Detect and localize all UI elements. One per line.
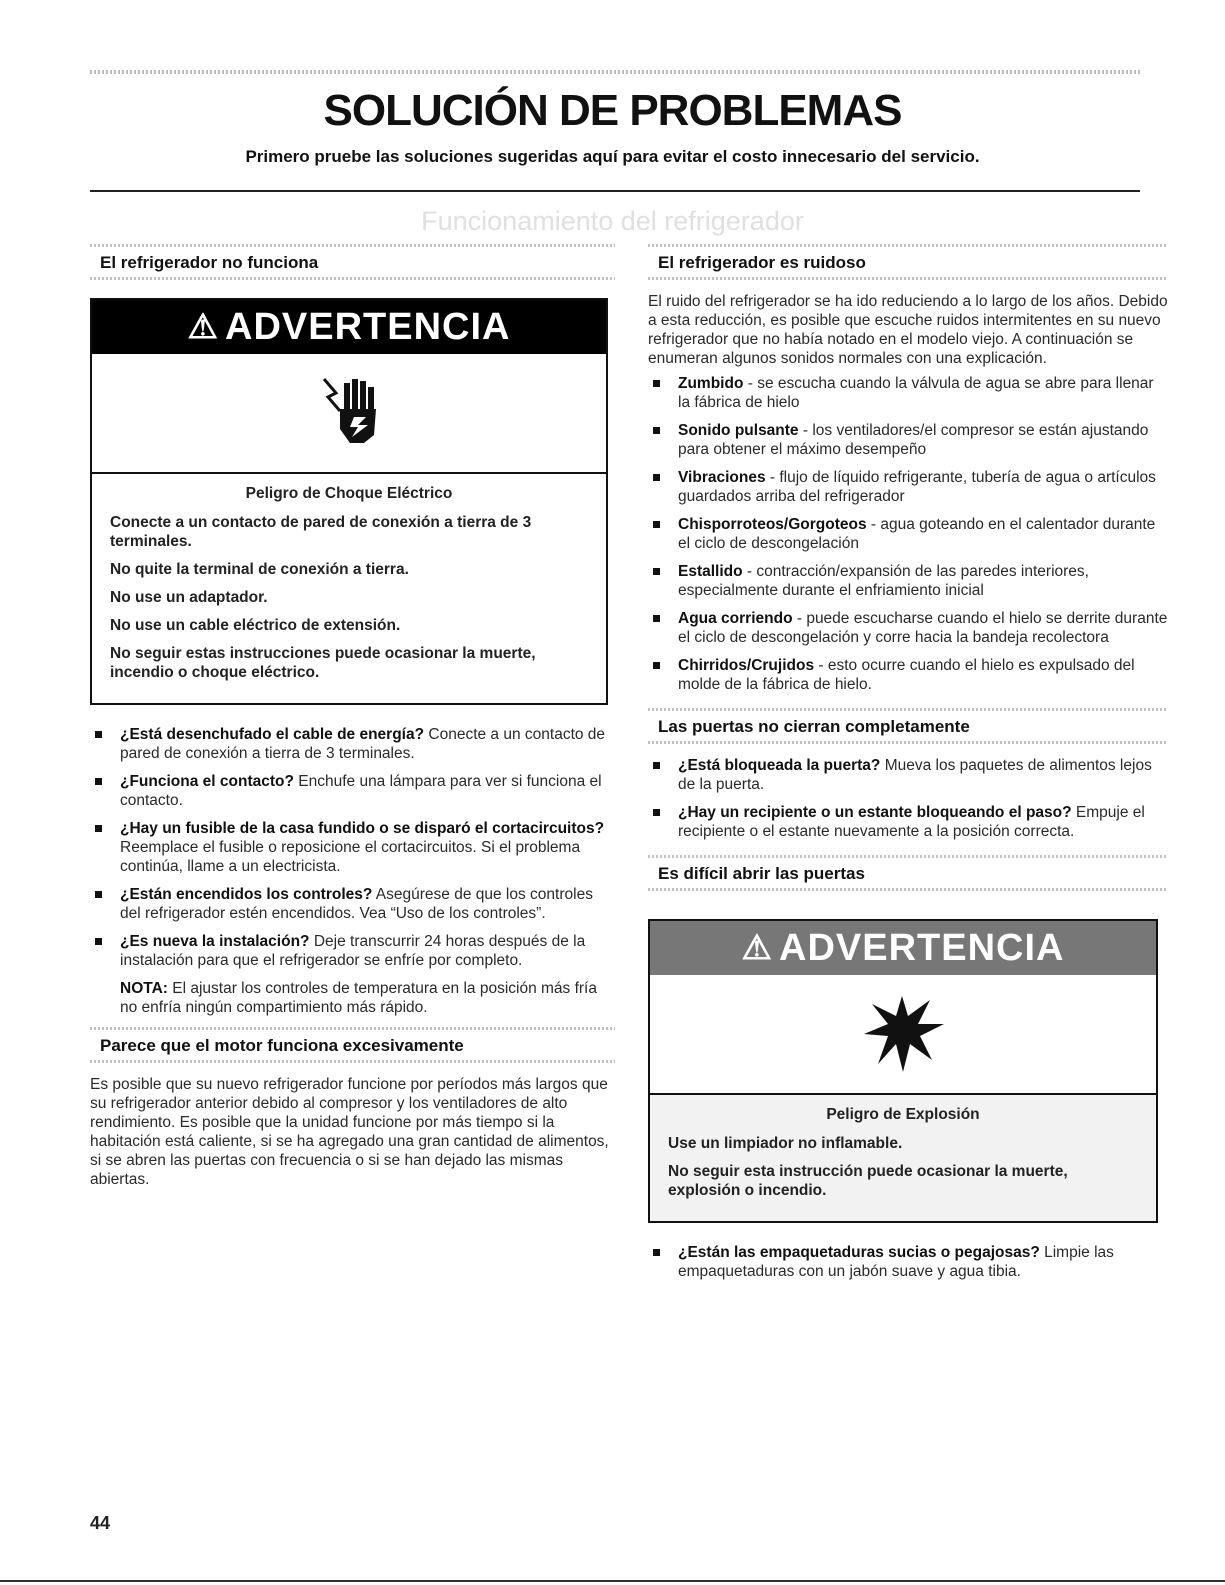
heading-text: Es difícil abrir las puertas [658,864,865,883]
electric-shock-icon [92,354,606,474]
checklist-not-working [90,725,615,1017]
warning-body [92,474,606,703]
list-item: Chirridos/Crujidos - esto ocurre cuando el hielo es expulsado del molde de la fábrica de hielo. [648,656,1168,694]
list-item: ¿Funciona el contacto? Enchufe una lámpara para ver si funciona el contacto. [90,772,615,810]
warning-line: No use un cable eléctrico de extensión. [110,617,401,634]
warning-hazard: Peligro de Choque Eléctrico [245,485,453,502]
motor-paragraph: Es posible que su nuevo refrigerador funcione por períodos más largos que su refrigerador anterior debido al compresor y los ventiladores de alto rendimiento. Es posible que la unidad funcione por más tiempo si la habitación está caliente, si se ha agregado una gran cantidad de alimentos, si se abren las puertas con frecuencia o si se han dejado las mismas abiertas. [90,1076,609,1188]
heading-text: El refrigerador es ruidoso [658,253,866,272]
warning-line: Use un limpiador no inflamable. [668,1135,903,1152]
heading-text: El refrigerador no funciona [100,253,319,272]
warning-line: No quite la terminal de conexión a tierra. [110,561,409,578]
left-column [90,244,615,1195]
warning-triangle-icon: ⚠ [741,929,773,967]
explosion-icon [650,975,1156,1095]
list-item: Agua corriendo - puede escucharse cuando el hielo se derrite durante el ciclo de descongelación y corre hacia la bandeja recolectora [648,609,1168,647]
warning-header [92,300,606,354]
sounds-list [648,374,1168,694]
warning-line: No use un adaptador. [110,589,268,606]
warning-hazard: Peligro de Explosión [826,1106,980,1123]
heading-noisy [648,244,1168,280]
warning-line: No seguir estas instrucciones puede ocasionar la muerte, incendio o choque eléctrico. [110,645,536,681]
warning-label: ADVERTENCIA [225,305,511,348]
warning-header [650,921,1156,975]
heading-not-working [90,244,615,280]
bottom-rule [0,1580,1225,1582]
list-item: ¿Hay un recipiente o un estante bloqueando el paso? Empuje el recipiente o el estante nuevamente a la posición correcta. [648,803,1168,841]
heading-text: Parece que el motor funciona excesivamente [100,1036,464,1055]
list-item: Vibraciones - flujo de líquido refrigerante, tubería de agua o artículos guardados arriba del refrigerador [648,468,1168,506]
warning-explosion [648,919,1158,1223]
warning-triangle-icon: ⚠ [187,308,219,346]
warning-body [650,1095,1156,1221]
list-item: Zumbido - se escucha cuando la válvula de agua se abre para llenar la fábrica de hielo [648,374,1168,412]
list-item: ¿Están encendidos los controles? Asegúrese de que los controles del refrigerador estén encendidos. Vea “Uso de los controles”. [90,885,615,923]
heading-doors-not-closing [648,708,1168,744]
list-item: ¿Es nueva la instalación? Deje transcurrir 24 horas después de la instalación para que el refrigerador se enfríe por completo. NOTA: El ajustar los controles de temperatura en la posición más fría no enfría ningún compartimiento más rápido. [90,932,615,1017]
page-title: SOLUCIÓN DE PROBLEMAS [323,86,902,135]
warning-line: Conecte a un contacto de pared de conexión a tierra de 3 terminales. [110,514,532,550]
section-title: Funcionamiento del refrigerador [421,206,804,236]
warning-label: ADVERTENCIA [779,926,1065,969]
header-rule [90,190,1140,192]
list-item: ¿Están las empaquetaduras sucias o pegajosas? Limpie las empaquetaduras con un jabón suave y agua tibia. [648,1243,1168,1281]
heading-motor [90,1027,615,1063]
page-subtitle: Primero pruebe las soluciones sugeridas aquí para evitar el costo innecesario del servicio. [245,147,980,166]
list-item: Chisporroteos/Gorgoteos - agua goteando en el calentador durante el ciclo de descongelación [648,515,1168,553]
list-item: Sonido pulsante - los ventiladores/el compresor se están ajustando para obtener el máximo desempeño [648,421,1168,459]
note: NOTA: El ajustar los controles de temperatura en la posición más fría no enfría ningún compartimiento más rápido. [120,980,597,1016]
gasket-list [648,1243,1168,1281]
heading-text: Las puertas no cierran completamente [658,717,970,736]
list-item: ¿Está desenchufado el cable de energía? Conecte a un contacto de pared de conexión a tierra de 3 terminales. [90,725,615,763]
page-number: 44 [90,1513,111,1533]
noise-intro: El ruido del refrigerador se ha ido reduciendo a lo largo de los años. Debido a esta reducción, es posible que escuche ruidos intermitentes en su nuevo refrigerador que no había notado en el modelo viejo. A continuación se enumeran algunos sonidos normales con una explicación. [648,293,1168,367]
top-dotted-rule [90,70,1140,74]
list-item: ¿Está bloqueada la puerta? Mueva los paquetes de alimentos lejos de la puerta. [648,756,1168,794]
heading-doors-hard [648,855,1168,891]
list-item: Estallido - contracción/expansión de las paredes interiores, especialmente durante el enfriamiento inicial [648,562,1168,600]
warning-line: No seguir esta instrucción puede ocasionar la muerte, explosión o incendio. [668,1163,1068,1199]
doors-list [648,756,1168,841]
list-item: ¿Hay un fusible de la casa fundido o se disparó el cortacircuitos? Reemplace el fusible o reposicione el cortacircuitos. Si el problema continúa, llame a un electricista. [90,819,615,876]
right-column [648,244,1168,1290]
warning-electric-shock [90,298,608,705]
